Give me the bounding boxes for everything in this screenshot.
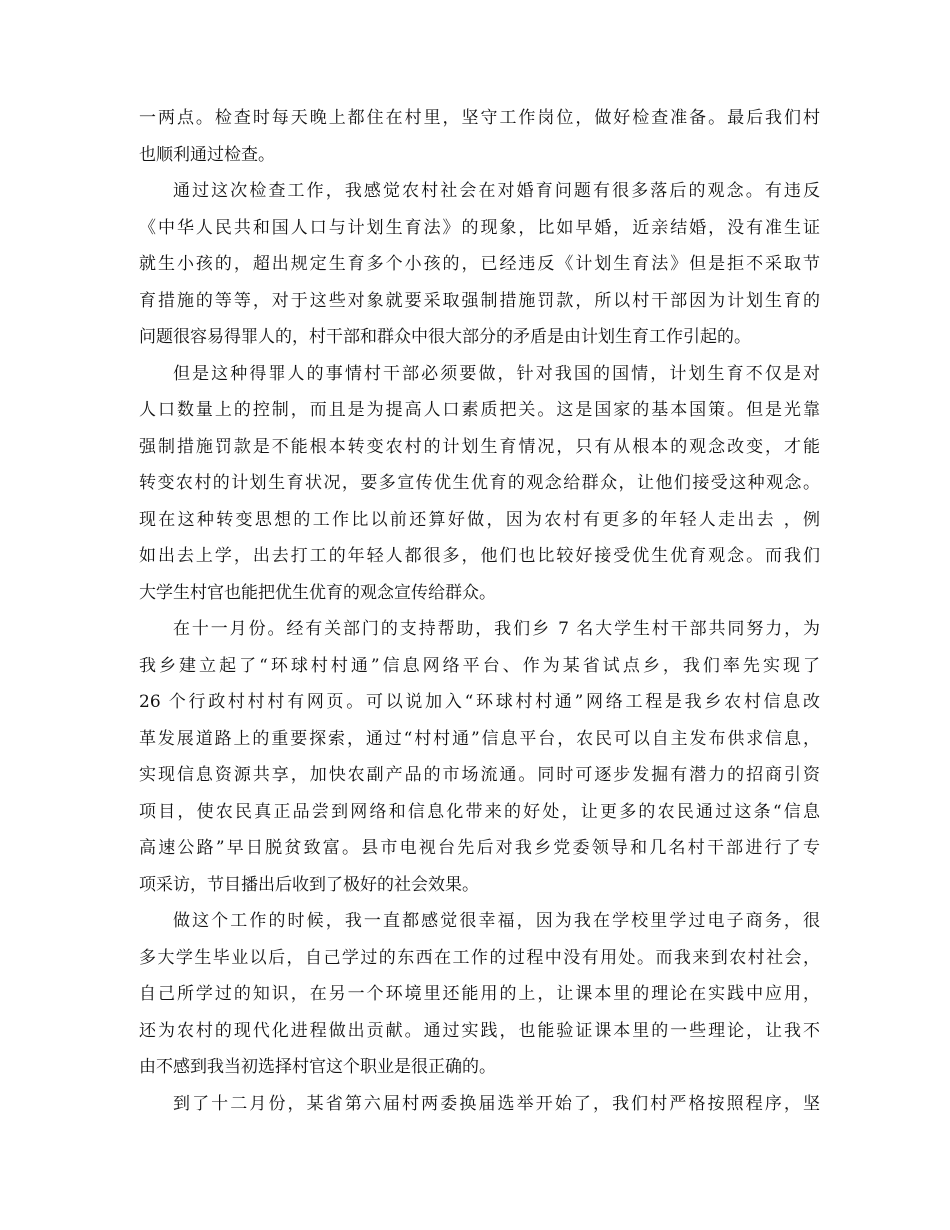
text-line: 如出去上学，出去打工的年轻人都很多，他们也比较好接受优生优育观念。而我们: [139, 546, 820, 566]
text-line: 项采访，节目播出后收到了极好的社会效果。: [139, 874, 479, 895]
text-line: 还为农村的现代化进程做出贡献。通过实践，也能验证课本里的一些理论，让我不: [139, 1020, 820, 1041]
paragraph: [139, 903, 820, 1086]
document-body: [139, 100, 820, 1122]
text-line: 高速公路”早日脱贫致富。县市电视台先后对我乡党委领导和几名村干部进行了专: [139, 838, 820, 858]
text-line: 育措施的等等，对于这些对象就要采取强制措施罚款，所以村干部因为计划生育的: [139, 290, 820, 311]
text-line: 26 个行政村村村有网页。可以说加入“环球村村通”网络工程是我乡农村信息改: [139, 692, 820, 712]
paragraph: [139, 356, 820, 612]
text-line: 人口数量上的控制，而且是为提高人口素质把关。这是国家的基本国策。但是光靠: [139, 400, 820, 420]
text-line: 自己所学过的知识，在另一个环境里还能用的上，让课本里的理论在实践中应用，: [139, 984, 820, 1004]
text-line: 在十一月份。经有关部门的支持帮助，我们乡 7 名大学生村干部共同努力，为: [173, 619, 820, 639]
text-line: 也顺利通过检查。: [139, 144, 275, 165]
text-line: 就生小孩的，超出规定生育多个小孩的，已经违反《计划生育法》但是拒不采取节: [139, 254, 820, 274]
text-line: 到了十二月份，某省第六届村两委换届选举开始了，我们村严格按照程序，坚: [173, 1093, 820, 1114]
text-line: 一两点。检查时每天晚上都住在村里，坚守工作岗位，做好检查准备。最后我们村: [139, 108, 820, 128]
paragraph: [139, 100, 820, 173]
text-line: 革发展道路上的重要探索，通过“村村通”信息平台，农民可以自主发布供求信息，: [139, 728, 820, 749]
text-line: 做这个工作的时候，我一直都感觉很幸福，因为我在学校里学过电子商务，很: [173, 911, 820, 931]
text-line: 强制措施罚款是不能根本转变农村的计划生育情况，只有从根本的观念改变，才能: [139, 436, 820, 457]
paragraph: [139, 611, 820, 903]
paragraph: [139, 173, 820, 356]
paragraph: [139, 1086, 820, 1123]
text-line: 由不感到我当初选择村官这个职业是很正确的。: [139, 1057, 496, 1077]
text-line: 我乡建立起了“环球村村通”信息网络平台、作为某省试点乡，我们率先实现了: [139, 655, 820, 676]
text-line: 多大学生毕业以后，自己学过的东西在工作的过程中没有用处。而我来到农村社会，: [139, 947, 820, 968]
text-line: 转变农村的计划生育状况，要多宣传优生优育的观念给群众，让他们接受这种观念。: [139, 473, 820, 493]
text-line: 实现信息资源共享，加快农副产品的市场流通。同时可逐步发掘有潜力的招商引资: [139, 765, 820, 785]
text-line: 通过这次检查工作，我感觉农村社会在对婚育问题有很多落后的观念。有违反: [173, 181, 820, 201]
text-line: 问题很容易得罪人的，村干部和群众中很大部分的矛盾是由计划生育工作引起的。: [139, 327, 751, 347]
text-line: 《中华人民共和国人口与计划生育法》的现象，比如早婚，近亲结婚，没有准生证: [139, 217, 820, 238]
text-line: 项目，使农民真正品尝到网络和信息化带来的好处，让更多的农民通过这条“信息: [139, 801, 820, 822]
text-line: 但是这种得罪人的事情村干部必须要做，针对我国的国情，计划生育不仅是对: [173, 363, 820, 384]
text-line: 现在这种转变思想的工作比以前还算好做，因为农村有更多的年轻人走出去 ，例: [139, 509, 820, 530]
text-line: 大学生村官也能把优生优育的观念宣传给群众。: [139, 582, 496, 603]
